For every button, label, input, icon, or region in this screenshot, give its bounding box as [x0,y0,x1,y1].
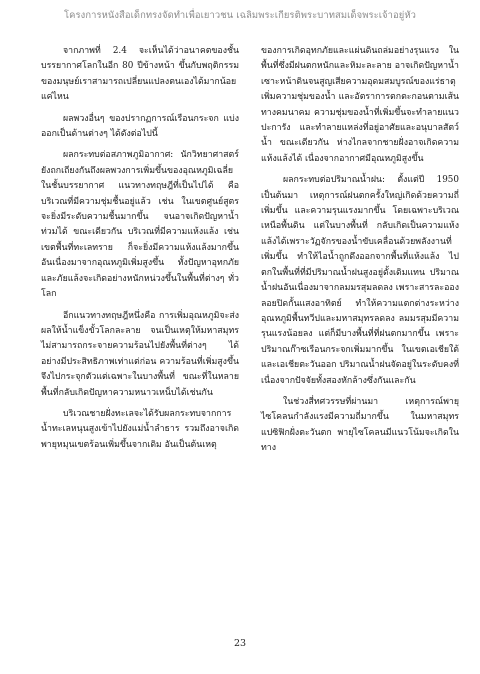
left-column [41,44,239,459]
page-number: 23 [233,638,247,649]
paragraph: ผลพวงอื่นๆ ของปรากฏการณ์เรือนกระจก แบ่งออกเป็นด้านต่างๆ ได้ดังต่อไปนี้ [41,113,239,140]
paragraph: อีกแนวทางทฤษฎีหนึ่งคือ การเพิ่มอุณหภูมิจะส่งผลให้น้ำแข็งขั้วโลกละลาย จนเป็นเหตุให้มหาสมุทรไม่สามารถกระจายความร้อนไปยังพื้นที่ต่างๆ ได้อย่างมีประสิทธิภาพเท่าแต่ก่อน ความร้อนที่เพิ่มสูงขึ้น จึงไปกระจุกตัวแต่เฉพาะในบางพื้นที่ ขณะที่ในหลายพื้นที่กลับเกิดปัญหาความหนาวเหน็บได้เช่นกัน [41,310,239,398]
paragraph: ผลกระทบต่อปริมาณน้ำฝน: ตั้งแต่ปี 1950 เป็นต้นมา เหตุการณ์ฝนตกครั้งใหญ่เกิดด้วยความถี่เพิ่มขึ้น และความรุนแรงมากขึ้น โดยเฉพาะบริเวณเหนือพื้นดิน แต่ในบางพื้นที่ กลับเกิดเป็นความแห้งแล้งได้เพราะวัฏจักรของน้ำขับเคลื่อนด้วยพลังงานที่เพิ่มขึ้น ทำให้ไอน้ำถูกดึงออกจากพื้นที่แห้งแล้ง ไปตกในพื้นที่ที่มีปริมาณน้ำฝนสูงอยู่ดั้งเดิมแทน ปริมาณน้ำฝนอันเนื่องมาจากลมมรสุมลดลง เพราะสารละอองลอยปิดกั้นแสงอาทิตย์ ทำให้ความแตกต่างระหว่างอุณหภูมิพื้นทวีปและมหาสมุทรลดลง ลมมรสุมมีความรุนแรงน้อยลง แต่ก็มีบางพื้นที่ที่ฝนตกมากขึ้น เพราะปริมาณก๊าซเรือนกระจกเพิ่มมากขึ้น ในเขตเอเชียใต้ และเอเชียตะวันออก ปริมาณน้ำฝนจัดอยู่ในระดับคงที่ เนื่องจากปัจจัยทั้งสองหักล้างซึ่งกันและกัน [261,175,459,386]
running-header: โครงการหนังสือเด็กทรงจัดทำเพื่อเยาวชน เฉลิมพระเกียรติพระบาทสมเด็จพระเจ้าอยู่หัว [64,10,416,21]
paragraph: ผลกระทบต่อสภาพภูมิอากาศ: นักวิทยาศาสตร์ยังถกเถียงกันถึงผลพวงการเพิ่มขึ้นของอุณหภูมิเฉลี่ยในชั้นบรรยากาศ แนวทางทฤษฎีที่เป็นไปได้ คือ บริเวณที่มีความชุ่มชื้นอยู่แล้ว เช่น ในเขตศูนย์สูตร จะยิ่งมีระดับความชื้นมากขึ้น จนอาจเกิดปัญหาน้ำท่วมได้ ขณะเดียวกัน บริเวณที่มีความแห้งแล้ง เช่น เขตพื้นที่ทะเลทราย ก็จะยิ่งมีความแห้งแล้งมากขึ้น อันเนื่องมาจากอุณหภูมิเพิ่มสูงขึ้น ทั้งปัญหาอุทกภัยและภัยแล้งจะเกิดอย่างหนักหน่วงขึ้นในพื้นที่ต่างๆ ทั่วโลก [41,150,239,300]
right-column [261,44,459,463]
paragraph: ของการเกิดอุทกภัยและแผ่นดินถล่มอย่างรุนแรง ในพื้นที่ซึ่งมีฝนตกหนักและหิมะละลาย อาจเกิดปัญหาน้ำเซาะหน้าดินจนสูญเสียความอุดมสมบูรณ์ของแร่ธาตุ เพิ่มความชุ่มของน้ำ และอัตราการตกตะกอนตามเส้นทางคมนาคม ความชุ่มของน้ำที่เพิ่มขึ้นจะทำลายแนวปะการัง และทำลายแหล่งที่อยู่อาศัยและอนุบาลสัตว์น้ำ ขณะเดียวกัน ห่างไกลจากชายฝั่งอาจเกิดความแห้งแล้งได้ เนื่องจากอากาศมีอุณหภูมิสูงขึ้น [261,46,459,164]
paragraph: จากภาพที่ 2.4 จะเห็นได้ว่าอนาคตของชั้นบรรยากาศโลกในอีก 80 ปีข้างหน้า ขึ้นกับพฤติกรรมของมนุษย์เราสามารถเปลี่ยนแปลงตนเองได้มากน้อยแค่ไหน [41,46,239,103]
paragraph: ในช่วงสี่ทศวรรษที่ผ่านมา เหตุการณ์พายุไซโคลนกำลังแรงมีความถี่มากขึ้น ในมหาสมุทรแปซิฟิกฝั่งตะวันตก พายุไซโคลนมีแนวโน้มจะเกิดในทาง [261,396,459,454]
paragraph: บริเวณชายฝั่งทะเลจะได้รับผลกระทบจากการน้ำทะเลหนุนสูงเข้าไปยังแม่น้ำลำธาร รวมถึงอาจเกิดพายุหมุนเขตร้อนเพิ่มขึ้นจากเดิม อันเป็นต้นเหตุ [41,408,239,450]
